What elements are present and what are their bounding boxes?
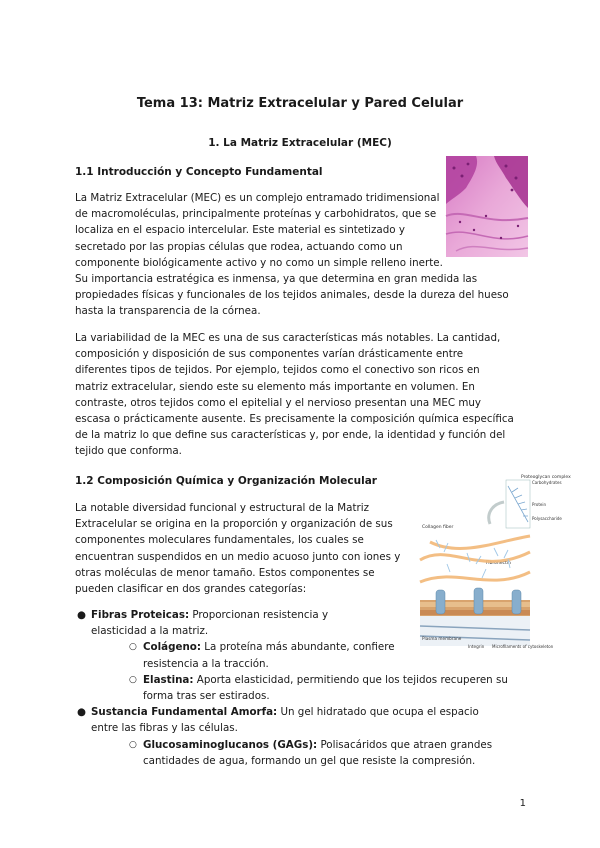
- list-item-fibras: ● Fibras Proteicas: Proporcionan resistencia y elasticidad a la matriz. ○ Colágeno: La proteína más abundante, confiere resistencia a la tracción. ○ Elastina: Aporta elasticidad, permitiendo que los tejidos recuperen su forma tras ser estirados.: [75, 607, 508, 704]
- page-title: Tema 13: Matriz Extracelular y Pared Celular: [136, 96, 464, 111]
- components-list: [75, 607, 508, 769]
- circle-bullet-icon: ○: [129, 739, 137, 750]
- bullet-icon: ●: [77, 609, 86, 621]
- section-heading-1-2: 1.2 Composición Química y Organización Molecular: [75, 475, 377, 487]
- section-heading-1-1: 1.1 Introducción y Concepto Fundamental: [75, 166, 323, 178]
- label-proteoglycan: Proteoglycan complex: [521, 475, 571, 480]
- list-item-elastina: ○ Elastina: Aporta elasticidad, permitiendo que los tejidos recuperen su forma tras ser estirados.: [129, 673, 508, 703]
- label-fibronectin: Fibronectin: [486, 561, 511, 566]
- label-collagen: Collagen fiber: [422, 525, 454, 530]
- paragraph-variability: La variabilidad de la MEC es una de sus características más notables. La cantidad, composición y disposición de sus componentes varían drásticamente entre diferentes tipos de tejidos. Por ejemplo, tejidos como el conectivo son ricos en matriz extracelular, siendo este su elemento más importante en volumen. En contraste, otros tejidos como el epitelial y el nervioso presentan una MEC muy escasa o prácticamente ausente. Es precisamente la composición química específica de la matriz lo que define sus características y, por ende, la identidad y función del tejido que conforma.: [75, 332, 514, 458]
- page-number: 1: [519, 798, 526, 809]
- section-heading-1: 1. La Matriz Extracelular (MEC): [208, 137, 392, 149]
- paragraph-intro: La Matriz Extracelular (MEC) es un complejo entramado tridimensional de macromoléculas, principalmente proteínas y carbohidratos, que se localiza en el espacio intercelular. Este material es sintetizado y secretado por las propias células que rodea, actuando como un componente biológicamente activo y no como un simple relleno inerte. Su importancia estratégica es inmensa, ya que determina en gran medida las propiedades físicas y funcionales de los tejidos animales, desde la dureza del hueso hasta la transparencia de la córnea.: [75, 192, 509, 318]
- label-integrin: Integrin: [468, 644, 485, 649]
- label-protein: Protein: [532, 502, 547, 507]
- circle-bullet-icon: ○: [129, 642, 137, 653]
- bullet-icon: ●: [77, 706, 86, 719]
- label-carbohydrates: Carbohydrates: [532, 480, 562, 485]
- list-item-gags: ○ Glucosaminoglucanos (GAGs): Polisacáridos que atraen grandes cantidades de agua, formando un gel que resiste la compresión.: [129, 738, 493, 767]
- list-item-sustancia: ● Sustancia Fundamental Amorfa: Un gel hidratado que ocupa el espacio entre las fibras y las células. ○ Glucosaminoglucanos (GAGs): Polisacáridos que atraen grandes cantidades de agua, formando un gel que resiste la compresión.: [75, 704, 508, 769]
- circle-bullet-icon: ○: [129, 674, 137, 685]
- label-microfilaments: Microfilaments of cytoskeleton: [492, 644, 554, 649]
- paragraph-composition: La notable diversidad funcional y estructural de la Matriz Extracelular se origina en la proporción y organización de sus componentes moleculares fundamentales, los cuales se encuentran suspendidos en un medio acuoso junto con iones y otras moléculas de menor tamaño. Estos componentes se pueden clasificar en dos grandes categorías:: [75, 502, 401, 596]
- list-item-colageno: ○ Colágeno: La proteína más abundante, confiere resistencia a la tracción.: [129, 641, 395, 670]
- label-plasma-membrane: Plasma membrane: [422, 636, 462, 641]
- label-polysaccharide: Polysaccharide: [532, 516, 562, 521]
